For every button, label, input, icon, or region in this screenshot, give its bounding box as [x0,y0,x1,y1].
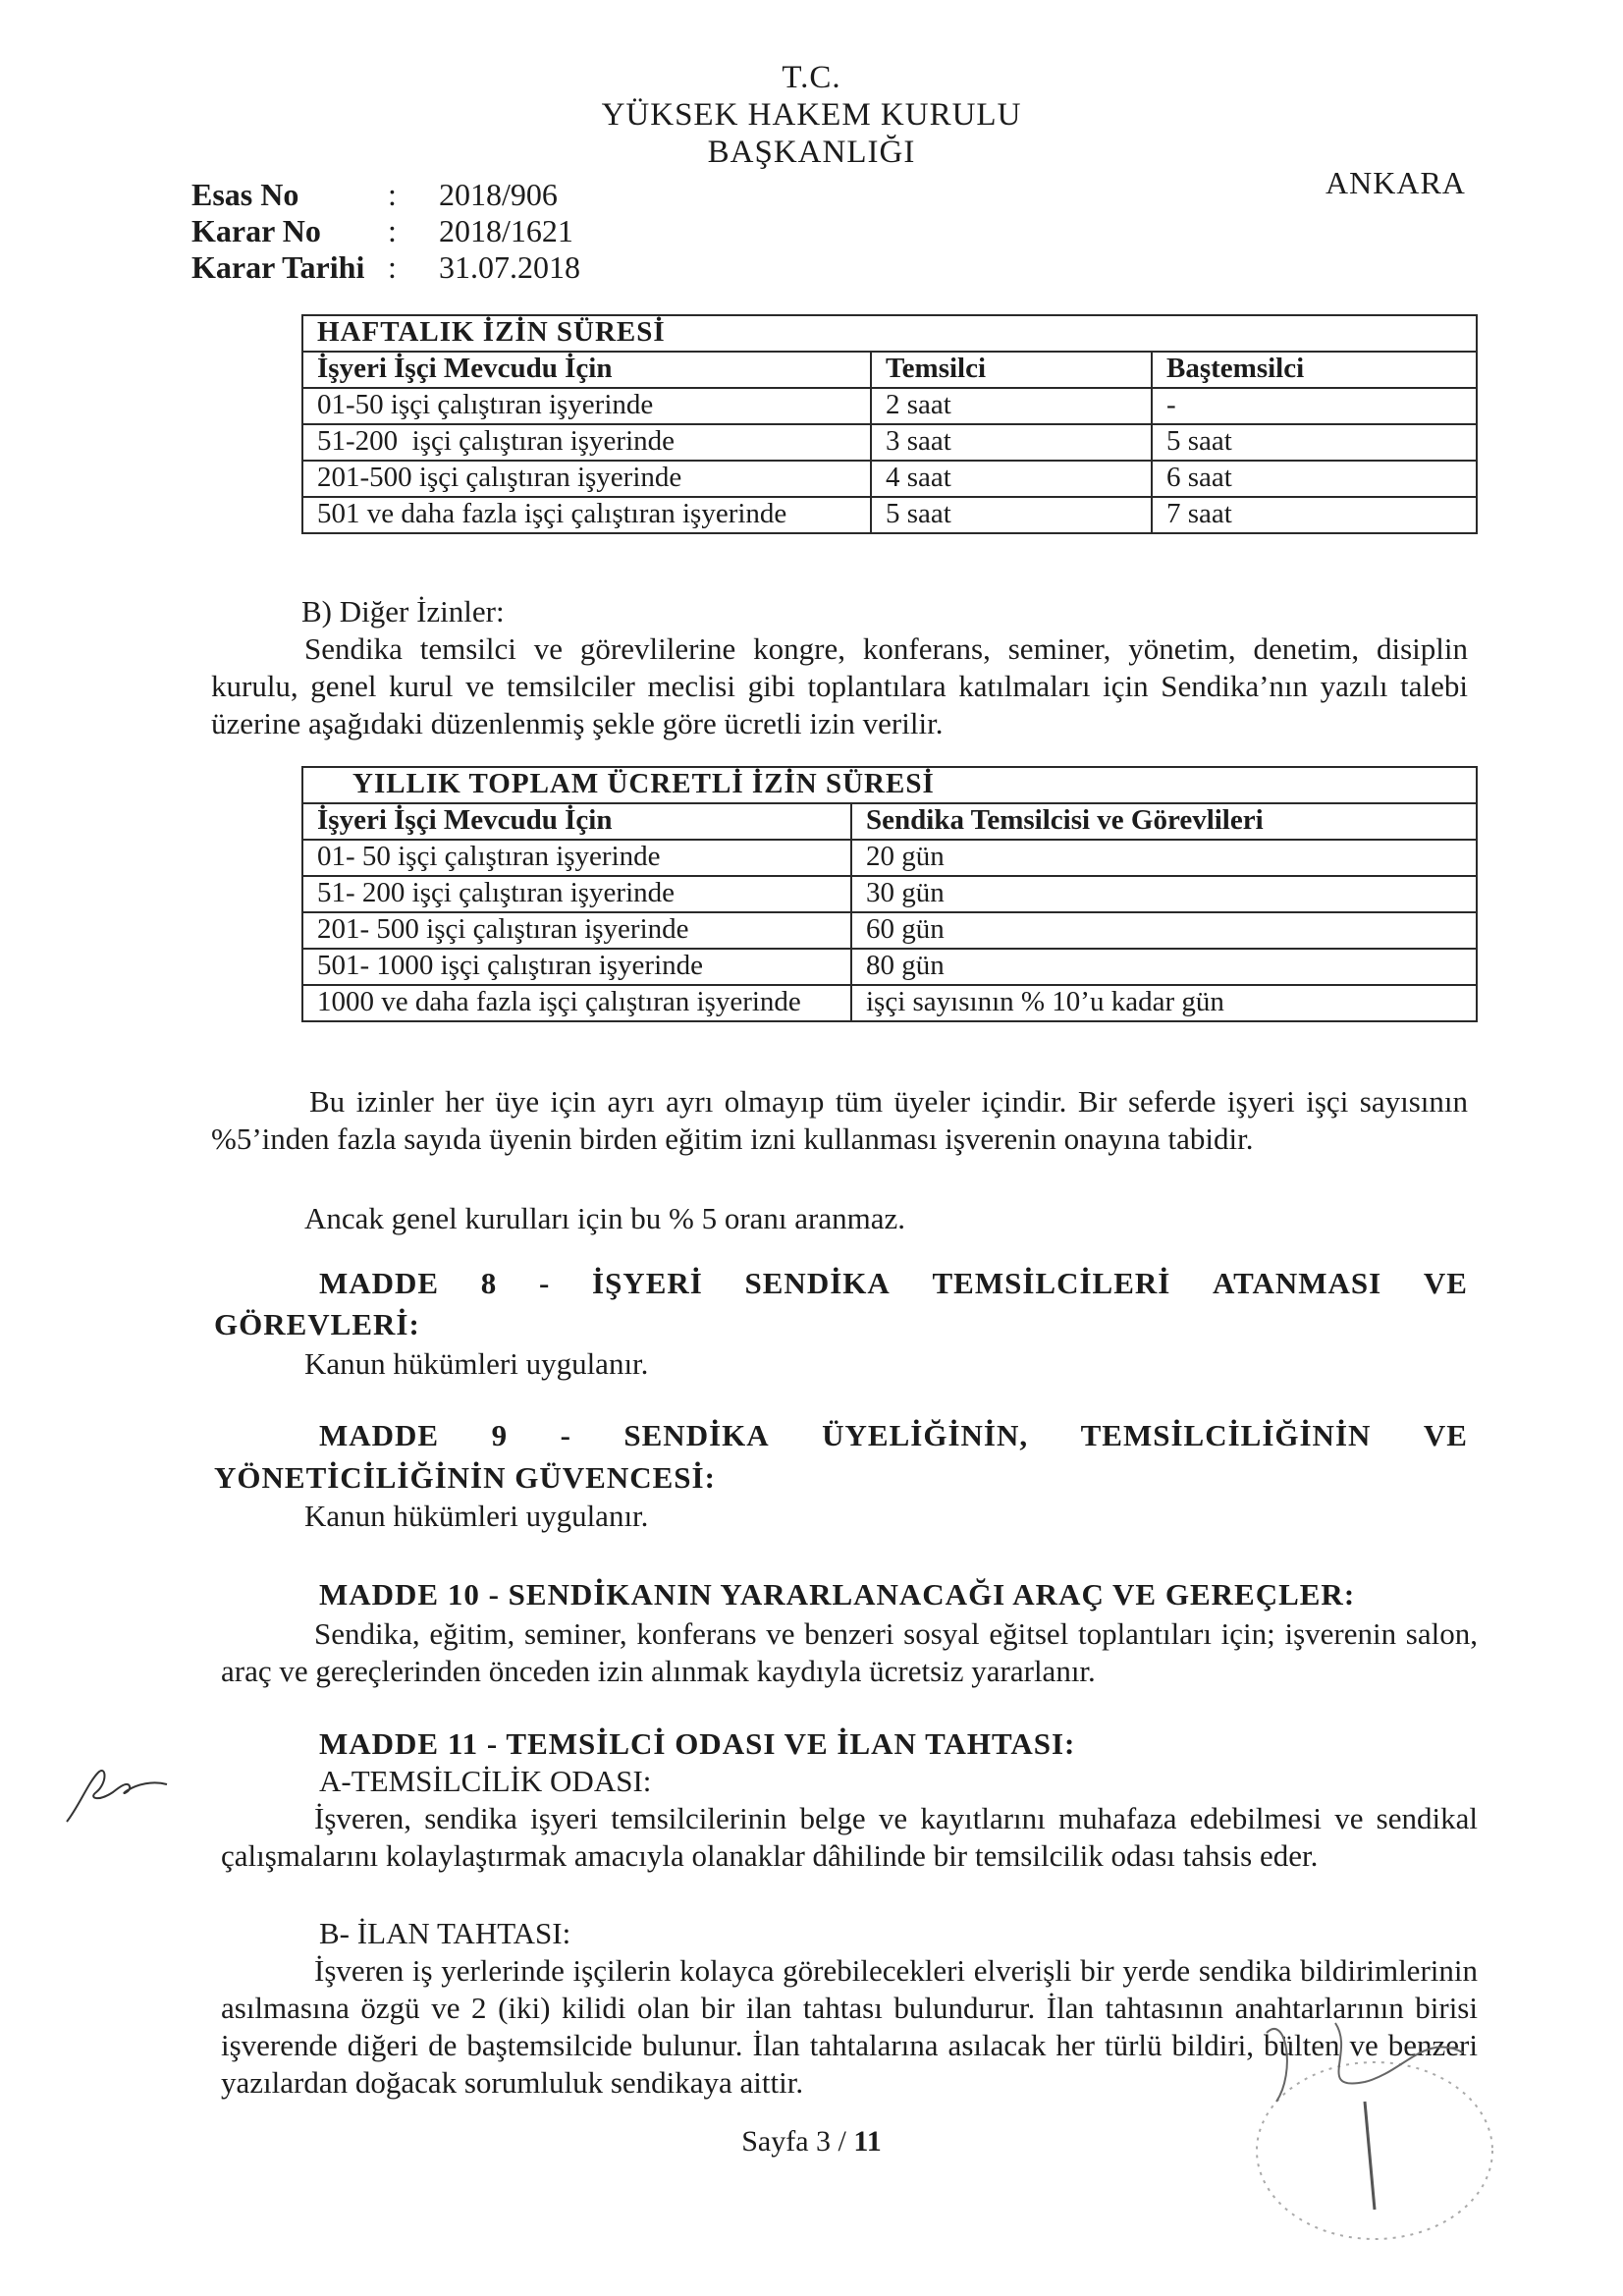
madde-11-b-title: B- İLAN TAHTASI: [319,1916,571,1950]
table-cell: 3 saat [871,424,1152,461]
table-cell: 5 saat [1152,424,1477,461]
table-cell: 01- 50 işçi çalıştıran işyerinde [302,840,851,876]
table-cell: 4 saat [871,461,1152,497]
table-header-cell: Temsilci [871,352,1152,388]
madde-8-title-cont: GÖREVLERİ: [214,1307,420,1341]
madde-11-b-text: İşveren iş yerlerinde işçilerin kolayca görebilecekleri elverişli bir yerde sendika bildirimlerinin asılmasına özgü ve 2 (iki) kilidi olan bir ilan tahtası bulundurur. İlan tahtasının anahtarlarının birisi işverende diğeri de baştemsilcide bulunur. İlan tahtalarına asılacak her türlü bildiri, bülten ve benzeri yazılardan doğacak sorumluluk sendikaya aittir. [221,1953,1478,2100]
title-word: TEMSİLCİLERİ [932,1266,1171,1300]
title-word: - [538,1266,551,1300]
section-b-text: Sendika temsilci ve görevlilerine kongre, konferans, seminer, yönetim, denetim, disiplin kurulu, genel kurul ve temsilciler meclisi gibi toplantılara katılmaları için Sendika’nın yazılı talebi üzerine aşağıdaki düzenlenmiş şekle göre ücretli izin verilir. [211,631,1468,740]
table-cell: 5 saat [871,497,1152,533]
table-cell: 51-200 işçi çalıştıran işyerinde [302,424,871,461]
madde-10-text: Sendika, eğitim, seminer, konferans ve benzeri sosyal eğitsel toplantıları için; işverenin salon, araç ve gereçlerinden önceden izin alınmak kaydıyla ücretsiz yararlanır. [221,1616,1478,1688]
table-cell: 51- 200 işçi çalıştıran işyerinde [302,876,851,912]
meta-separator: : [388,213,397,248]
table-cell: 7 saat [1152,497,1477,533]
table-row [302,949,1477,985]
page-number-total: 11 [853,2125,882,2158]
table-cell: 201-500 işçi çalıştıran işyerinde [302,461,871,497]
table-cell: 6 saat [1152,461,1477,497]
title-word: SENDİKA [744,1266,891,1300]
title-word: 8 [480,1266,498,1300]
meta-esas-value: 2018/906 [439,177,558,212]
title-word: MADDE [319,1266,440,1300]
table-caption: HAFTALIK İZİN SÜRESİ [302,315,1477,352]
annual-leave-table [301,766,1478,1022]
page-number [0,2125,1623,2159]
table-cell: - [1152,388,1477,424]
handwritten-initials [59,1763,187,1831]
meta-esas-row [191,177,558,213]
table-cell: 01-50 işçi çalıştıran işyerinde [302,388,871,424]
meta-tarih-label: Karar Tarihi [191,249,365,285]
meta-tarih-value: 31.07.2018 [439,249,580,285]
table-cell: 30 gün [851,876,1477,912]
title-word: VE [1423,1266,1468,1300]
header-court-name: YÜKSEK HAKEM KURULU [601,97,1022,133]
table-cell: işçi sayısının % 10’u kadar gün [851,985,1477,1021]
page-number-prefix: Sayfa 3 / [741,2125,846,2158]
title-word: İŞYERİ [592,1266,703,1300]
meta-esas-label: Esas No [191,177,299,212]
madde-10-title: MADDE 10 - SENDİKANIN YARARLANACAĞI ARAÇ VE GEREÇLER: [319,1577,1356,1612]
title-word: ÜYELİĞİNİN, [822,1418,1029,1452]
header-city: ANKARA [1325,165,1466,200]
title-word: SENDİKA [623,1418,770,1452]
table-row [302,388,1477,424]
table-cell: 501- 1000 işçi çalıştıran işyerinde [302,949,851,985]
meta-karar-value: 2018/1621 [439,213,573,248]
meta-karar-row [191,213,573,249]
meta-tarih-row [191,249,580,286]
table-row [302,912,1477,949]
after-table-paragraph: Bu izinler her üye için ayrı ayrı olmayıp tüm üyeler içindir. Bir seferde işyeri işçi sayısının %5’inden fazla sayıda üyenin birden eğitim izni kullanması işverenin onayına tabidir. [211,1084,1468,1156]
title-word: ATANMASI [1213,1266,1382,1300]
meta-separator: : [388,249,397,285]
table-caption: YILLIK TOPLAM ÜCRETLİ İZİN SÜRESİ [302,767,1477,803]
table-row [302,461,1477,497]
title-word: VE [1423,1418,1468,1452]
header-tc: T.C. [782,60,841,95]
table-header-cell: İşyeri İşçi Mevcudu İçin [302,352,871,388]
madde-8-title [319,1265,1468,1302]
madde-11-a-title: A-TEMSİLCİLİK ODASI: [319,1764,652,1798]
title-word: - [560,1418,571,1452]
table-row [302,840,1477,876]
table-cell: 2 saat [871,388,1152,424]
section-b-title: B) Diğer İzinler: [301,594,505,629]
table-row [302,424,1477,461]
title-word: 9 [491,1418,509,1452]
weekly-leave-table [301,314,1478,534]
table-row [302,497,1477,533]
madde-8-text: Kanun hükümleri uygulanır. [304,1346,649,1381]
madde-9-title [319,1417,1468,1454]
title-word: TEMSİLCİLİĞİNİN [1080,1418,1372,1452]
table-cell: 80 gün [851,949,1477,985]
table-header-cell: İşyeri İşçi Mevcudu İçin [302,803,851,840]
meta-karar-label: Karar No [191,213,321,248]
madde-11-a-text: İşveren, sendika işyeri temsilcilerinin belge ve kayıtlarını muhafaza edebilmesi ve sendikal çalışmalarını kolaylaştırmak amacıyla olanaklar dâhilinde bir temsilcilik odası tahsis eder. [221,1801,1478,1873]
table-row [302,985,1477,1021]
table-row [302,876,1477,912]
table-cell: 501 ve daha fazla işçi çalıştıran işyerinde [302,497,871,533]
header-presidency: BAŞKANLIĞI [707,135,916,170]
table-cell: 201- 500 işçi çalıştıran işyerinde [302,912,851,949]
madde-11-title: MADDE 11 - TEMSİLCİ ODASI VE İLAN TAHTASI: [319,1726,1076,1761]
table-cell: 60 gün [851,912,1477,949]
meta-separator: : [388,177,397,212]
table-header-cell: Baştemsilci [1152,352,1477,388]
madde-9-title-cont: YÖNETİCİLİĞİNİN GÜVENCESİ: [214,1460,716,1495]
title-word: MADDE [319,1418,440,1452]
table-cell: 20 gün [851,840,1477,876]
table-header-cell: Sendika Temsilcisi ve Görevlileri [851,803,1477,840]
after-table-note: Ancak genel kurulları için bu % 5 oranı aranmaz. [304,1201,906,1235]
madde-9-text: Kanun hükümleri uygulanır. [304,1499,649,1533]
table-cell: 1000 ve daha fazla işçi çalıştıran işyerinde [302,985,851,1021]
